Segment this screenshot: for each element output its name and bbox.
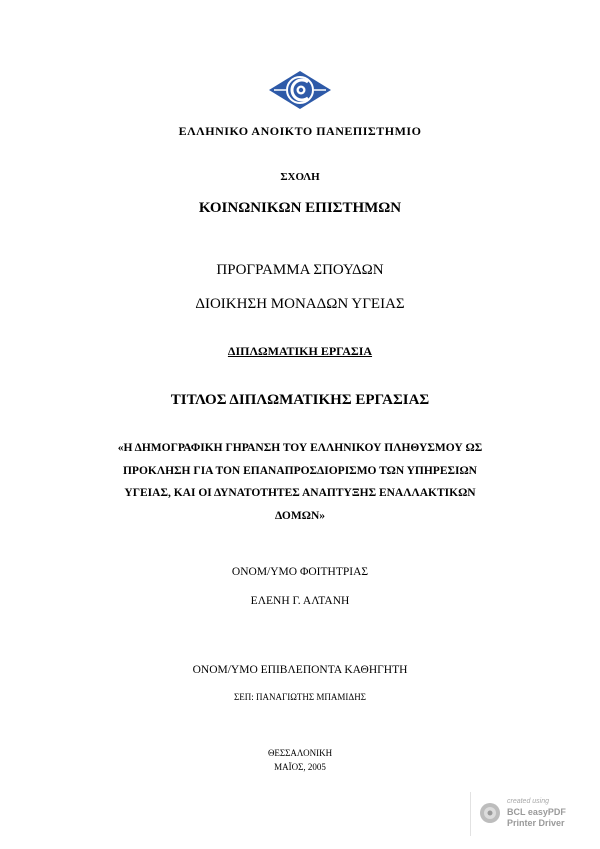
thesis-title-line: «Η ΔΗΜΟΓΡΑΦΙΚΗ ΓΗΡΑΝΣΗ ΤΟΥ ΕΛΛΗΝΙΚΟΥ ΠΛΗΘΥΣΜΟΥ ΩΣ (117, 442, 483, 454)
student-name: ΕΛΕΝΗ Γ. ΑΛΤΑΝΗ (250, 595, 350, 607)
city: ΘΕΣΣΑΛΟΝΙΚΗ (267, 748, 333, 758)
bcl-logo-icon (479, 802, 501, 824)
school-name: ΚΟΙΝΩΝΙΚΩΝ ΕΠΙΣΤΗΜΩΝ (198, 200, 402, 216)
student-label: ΟΝΟΜ/ΥΜΟ ΦΟΙΤΗΤΡΙΑΣ (231, 566, 369, 578)
pdf-creator-watermark (470, 792, 596, 836)
date: ΜΑΪΟΣ, 2005 (274, 762, 326, 772)
university-emblem-icon (268, 70, 332, 110)
program-name: ΔΙΟΙΚΗΣΗ ΜΟΝΑΔΩΝ ΥΓΕΙΑΣ (195, 296, 405, 312)
supervisor-name: ΣΕΠ: ΠΑΝΑΓΙΩΤΗΣ ΜΠΑΜΙΔΗΣ (234, 692, 366, 702)
thesis-title-line: ΔΟΜΩΝ» (275, 510, 325, 522)
university-name: ΕΛΛΗΝΙΚΟ ΑΝΟΙΚΤΟ ΠΑΝΕΠΙΣΤΗΜΙΟ (178, 124, 422, 138)
thesis-type: ΔΙΠΛΩΜΑΤΙΚΗ ΕΡΓΑΣΙΑ (227, 344, 373, 358)
school-label: ΣΧΟΛΗ (280, 171, 320, 183)
thesis-title-line: ΥΓΕΙΑΣ, ΚΑΙ ΟΙ ΔΥΝΑΤΟΤΗΤΕΣ ΑΝΑΠΤΥΞΗΣ ΕΝΑΛΛΑΚΤΙΚΩΝ (124, 487, 476, 499)
watermark-line-3: Printer Driver (507, 818, 565, 828)
thesis-title-label: ΤΙΤΛΟΣ ΔΙΠΛΩΜΑΤΙΚΗΣ ΕΡΓΑΣΙΑΣ (170, 392, 430, 408)
thesis-title-line: ΠΡΟΚΛΗΣΗ ΓΙΑ ΤΟΝ ΕΠΑΝΑΠΡΟΣΔΙΟΡΙΣΜΟ ΤΩΝ ΥΠΗΡΕΣΙΩΝ (122, 465, 477, 477)
watermark-line-2: BCL easyPDF (507, 807, 566, 817)
program-label: ΠΡΟΓΡΑΜΜΑ ΣΠΟΥΔΩΝ (216, 262, 384, 278)
watermark-line-1: created using (507, 798, 550, 805)
supervisor-label: ΟΝΟΜ/ΥΜΟ ΕΠΙΒΛΕΠΟΝΤΑ ΚΑΘΗΓΗΤΗ (192, 664, 408, 676)
